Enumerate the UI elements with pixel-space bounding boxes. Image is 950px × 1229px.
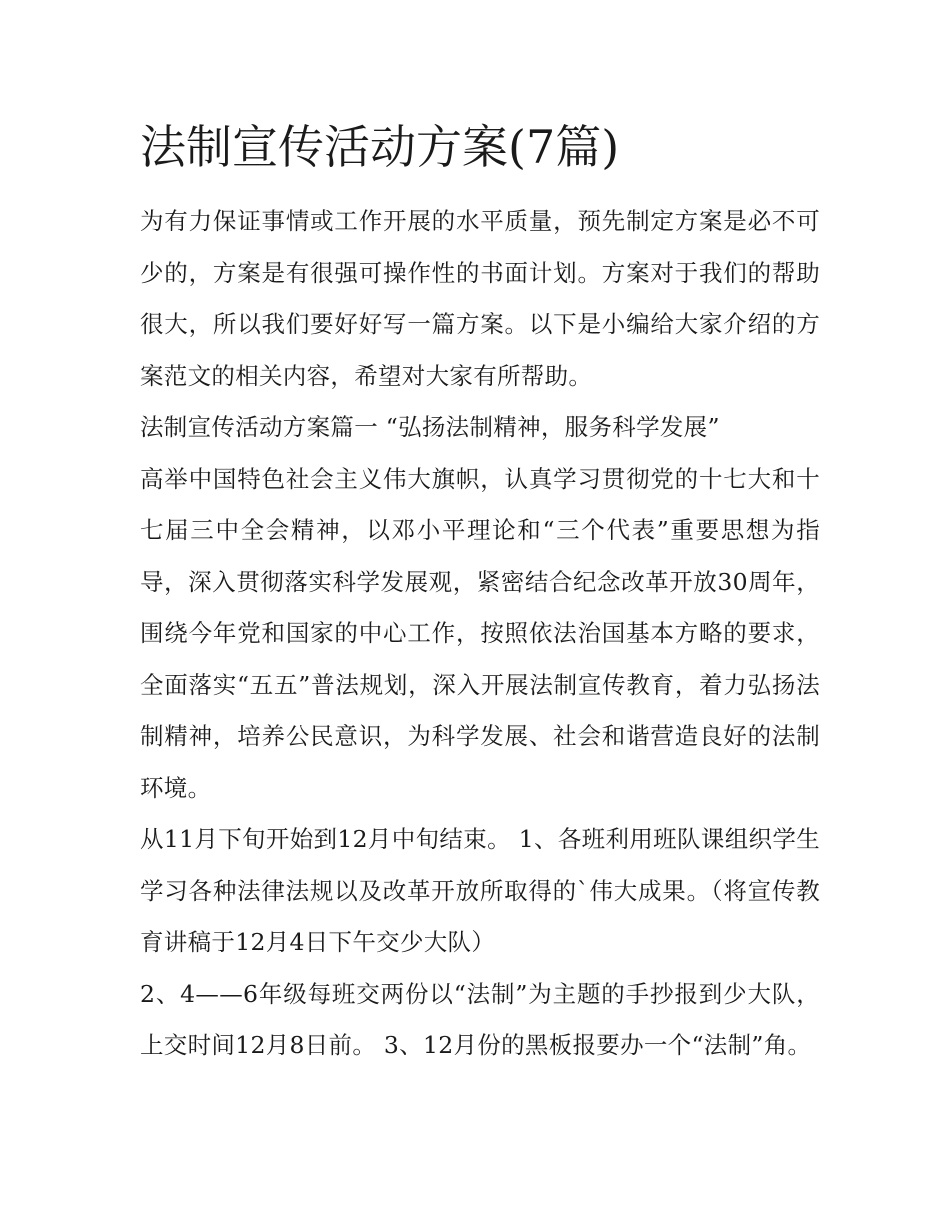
section-heading: 法制宣传活动方案篇一 “弘扬法制精神，服务科学发展”	[140, 413, 720, 441]
activities-paragraph: 2、4——6年级每班交两份以“法制”为主题的手抄报到少大队，上交时间12月8日前。 3、12月份的黑板报要办一个“法制”角。	[140, 979, 820, 1059]
document-body	[140, 196, 820, 1072]
schedule-paragraph: 从11月下旬开始到12月中旬结束。 1、各班利用班队课组织学生学习各种法律法规以及改革开放所取得的`伟大成果。（将宣传教育讲稿于12月4日下午交少大队）	[140, 825, 820, 956]
intro-paragraph: 为有力保证事情或工作开展的水平质量，预先制定方案是必不可少的，方案是有很强可操作性的书面计划。方案对于我们的帮助很大，所以我们要好好写一篇方案。以下是小编给大家介绍的方案范文的相关内容，希望对大家有所帮助。	[140, 207, 820, 390]
page-title: 法制宣传活动方案(7篇)	[140, 120, 620, 174]
guiding-ideology-paragraph: 高举中国特色社会主义伟大旗帜，认真学习贯彻党的十七大和十七届三中全会精神，以邓小平理论和“三个代表”重要思想为指导，深入贯彻落实科学发展观，紧密结合纪念改革开放30周年，围绕今年党和国家的中心工作，按照依法治国基本方略的要求，全面落实“五五”普法规划，深入开展法制宣传教育，着力弘扬法制精神，培养公民意识，为科学发展、社会和谐营造良好的法制环境。	[140, 464, 820, 802]
